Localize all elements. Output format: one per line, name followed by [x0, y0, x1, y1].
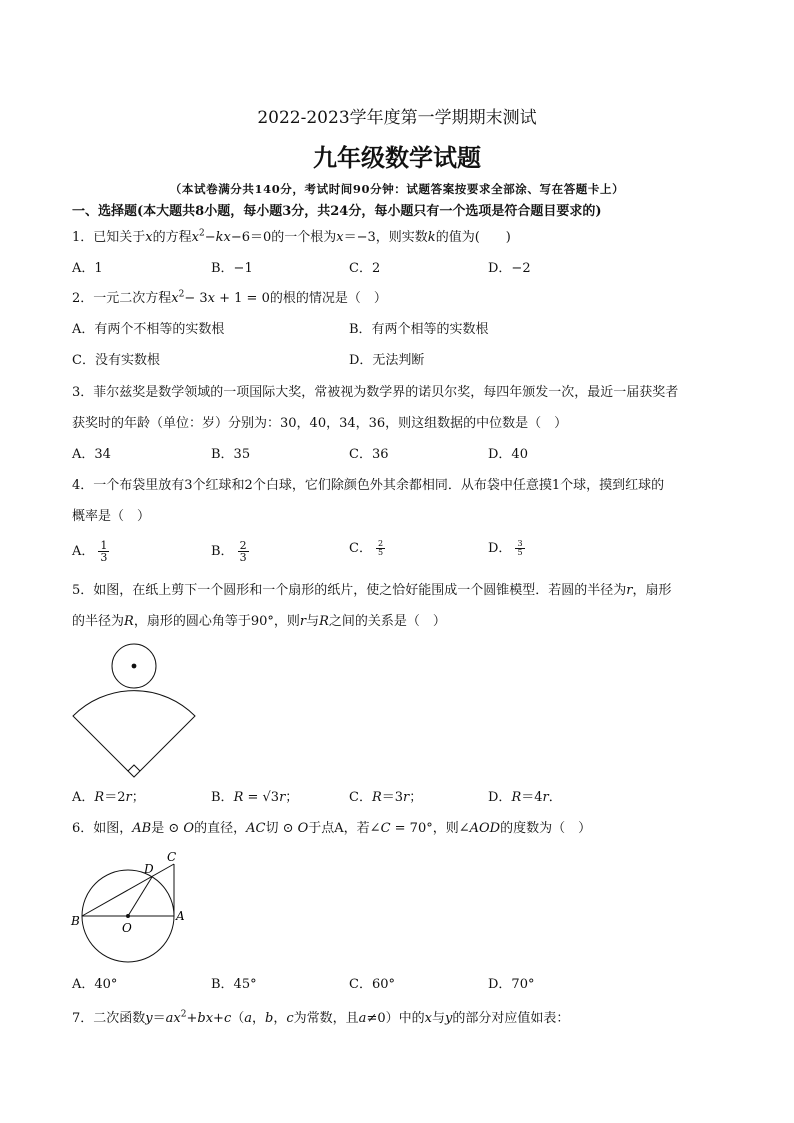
question-1: 1．已知关于x的方程$x^2-kx-6=0$的一个根为x＝−3，则实数k的值为( ) [72, 228, 511, 245]
q6-option-d: D．70° [488, 977, 535, 992]
q4-option-c: C． $\frac{2}{5}$ [349, 539, 384, 557]
q6-option-c: C．60° [349, 977, 395, 992]
question-3-line-1: 3．菲尔兹奖是数学领域的一项国际大奖，常被视为数学界的诺贝尔奖，每四年颁发一次，最近一届获奖者 [72, 385, 679, 400]
question-5-line-1: 5．如图，在纸上剪下一个圆形和一个扇形的纸片，使之恰好能围成一个圆锥模型．若圆的半径为r，扇形 [72, 583, 672, 598]
section-heading: 一、选择题(本大题共8小题，每小题3分，共24分，每小题只有一个选项是符合题目要求的) [72, 204, 602, 219]
q1-option-a: A．1 [72, 261, 103, 276]
fraction: $\frac{3}{5}$ [517, 539, 523, 557]
fraction: $\frac{2}{3}$ [239, 539, 247, 564]
q3-option-d: D．40 [488, 447, 528, 462]
q1-option-b: B．−1 [211, 261, 253, 276]
q6-option-b: B．45° [211, 977, 257, 992]
center-dot [126, 914, 130, 918]
q2-option-b: B．有两个相等的实数根 [349, 322, 489, 337]
question-4-line-1: 4．一个布袋里放有3个红球和2个白球，它们除颜色外其余都相同．从布袋中任意摸1个球，摸到红球的 [72, 478, 665, 493]
q5-option-d: D．R＝4r． [488, 790, 562, 805]
q1-option-d: D．−2 [488, 261, 531, 276]
circle-tangent-figure [66, 846, 196, 966]
q4-option-a: A． $\frac{1}{3}$ [72, 539, 108, 564]
question-2: 2．一元二次方程$x^2- 3x + 1 = 0$的根的情况是（ ） [72, 289, 387, 306]
q3-option-a: A．34 [72, 447, 111, 462]
q4-option-d: D． $\frac{3}{5}$ [488, 539, 523, 557]
exam-subtitle: 九年级数学试题 [313, 143, 481, 172]
question-7: 7．二次函数$y=ax^2+bx+c(a$，b，c为常数，且a≠0）中的x与y的部分对应值如表： [72, 1009, 570, 1026]
q1-option-c: C．2 [349, 261, 381, 276]
q4-option-b: B． $\frac{2}{3}$ [211, 539, 247, 564]
question-3-line-2: 获奖时的年龄（单位：岁）分别为：30，40，34，36，则这组数据的中位数是（ ） [72, 416, 568, 431]
question-4-line-2: 概率是（ ） [72, 509, 151, 524]
q2-option-a: A．有两个不相等的实数根 [72, 322, 225, 337]
question-6: 6．如图，AB是 ⊙ O的直径，AC切 ⊙ O于点A，若∠C = 70°，则∠AOD的度数为（ ） [72, 821, 592, 836]
right-angle-mark [128, 765, 140, 771]
question-5-line-2: 的半径为R，扇形的圆心角等于90°，则r与R之间的关系是（ ） [72, 614, 446, 629]
cone-net-figure [66, 642, 202, 782]
q5-option-a: A．R＝2r； [72, 790, 145, 805]
label-o: O [122, 921, 132, 935]
q2-option-c: C．没有实数根 [72, 353, 160, 368]
q3-option-c: C．36 [349, 447, 389, 462]
label-a: A [176, 909, 185, 923]
fraction: $\frac{2}{5}$ [377, 539, 384, 557]
fraction: $\frac{1}{3}$ [100, 539, 108, 564]
q6-option-a: A．40° [72, 977, 118, 992]
label-d: D [144, 862, 154, 876]
q3-option-b: B．35 [211, 447, 251, 462]
exam-title: 2022-2023学年度第一学期期末测试 [257, 108, 537, 128]
label-b: B [71, 914, 80, 928]
exam-note: （本试卷满分共140分，考试时间90分钟：试题答案按要求全部涂、写在答题卡上） [169, 182, 625, 196]
label-c: C [167, 850, 177, 864]
q2-option-d: D．无法判断 [349, 353, 425, 368]
q5-option-c: C．R＝3r； [349, 790, 423, 805]
sector-shape [73, 691, 195, 777]
circle-center-dot [132, 664, 137, 669]
segment-bc [82, 864, 174, 916]
q5-option-b: B．R = √3r； [211, 790, 299, 805]
